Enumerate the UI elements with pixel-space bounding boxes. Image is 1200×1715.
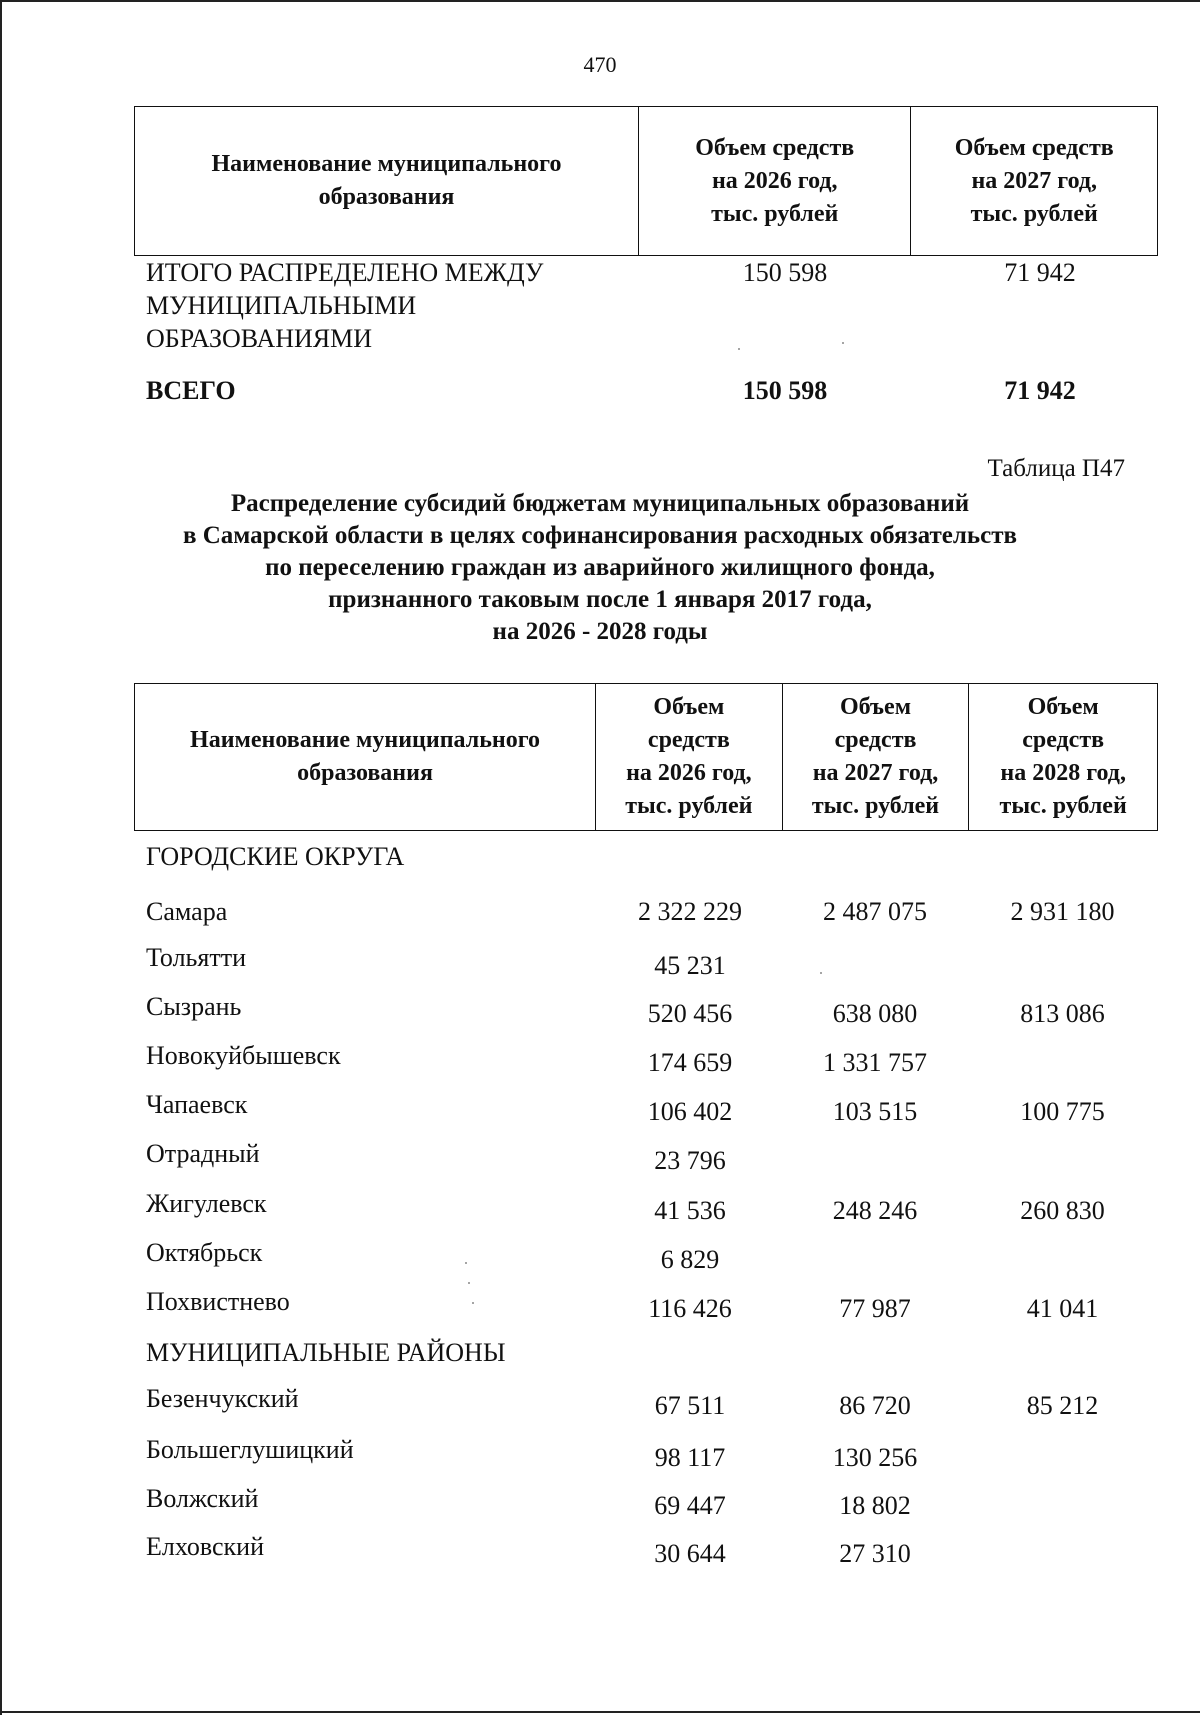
table-row-name: Октябрьск <box>146 1238 263 1267</box>
section-label-city-districts: ГОРОДСКИЕ ОКРУГА <box>146 842 405 871</box>
table-cell-2026: 106 402 <box>647 1097 733 1126</box>
table-row-name: Похвистнево <box>146 1287 290 1316</box>
table-cell-2028: 41 041 <box>1026 1294 1099 1323</box>
table-cell-2026: 45 231 <box>654 951 726 980</box>
scan-speck <box>842 342 844 344</box>
section-label-municipal-districts: МУНИЦИПАЛЬНЫЕ РАЙОНЫ <box>146 1338 506 1367</box>
table1-row-grand-total-2026: 150 598 <box>742 376 828 405</box>
table-cell-2028: 85 212 <box>1026 1391 1099 1420</box>
table-cell-2026: 67 511 <box>654 1391 726 1420</box>
table-cell-2026: 2 322 229 <box>638 897 742 926</box>
table-cell-2026: 174 659 <box>647 1048 733 1077</box>
table-caption: Таблица П47 <box>987 455 1125 482</box>
table-row-name: Большеглушицкий <box>146 1435 354 1464</box>
table-cell-2026: 23 796 <box>654 1146 726 1175</box>
table-cell-2028: 100 775 <box>1020 1097 1105 1126</box>
table-cell-2027: 18 802 <box>839 1491 911 1520</box>
table-row-name: Сызрань <box>146 992 242 1021</box>
table-row-name: Жигулевск <box>146 1189 267 1218</box>
table1-row-total-distributed-label: ИТОГО РАСПРЕДЕЛЕНО МЕЖДУ МУНИЦИПАЛЬНЫМИ ОБРАЗОВАНИЯМИ <box>146 258 544 353</box>
table-row-name: Отрадный <box>146 1139 260 1168</box>
table-cell-2027: 77 987 <box>839 1294 911 1323</box>
table-row-name: Чапаевск <box>146 1090 248 1119</box>
table-cell-2027: 103 515 <box>832 1097 918 1126</box>
table-cell-2028: 813 086 <box>1020 999 1105 1028</box>
table1-header-2026: Объем средств на 2026 год, тыс. рублей <box>639 107 911 255</box>
scan-speck <box>738 348 740 350</box>
table-title: Распределение субсидий бюджетам муниципальных образований в Самарской области в целях софинансирования расходных обязательств по переселению граждан из аварийного жилищного фонда, признанного таковым после 1 января 2017 года, на 2026 - 2028 годы <box>183 490 1017 645</box>
table-cell-2028: 260 830 <box>1020 1196 1105 1225</box>
scan-speck <box>465 1262 467 1264</box>
table-cell-2028: 2 931 180 <box>1010 897 1115 926</box>
table1-row-grand-total-label: ВСЕГО <box>146 376 236 405</box>
table-cell-2027: 2 487 075 <box>823 897 927 926</box>
table-row-name: Новокуйбышевск <box>146 1041 341 1070</box>
scan-left-edge <box>0 0 2 1715</box>
table-cell-2027: 1 331 757 <box>823 1048 927 1077</box>
scan-bottom-edge <box>0 1711 1200 1713</box>
scan-speck <box>472 1302 474 1304</box>
table-row-name: Самара <box>146 897 228 926</box>
table1-header-2027: Объем средств на 2027 год, тыс. рублей <box>954 134 1114 227</box>
table2-header-2027: Объем средств на 2027 год, тыс. рублей <box>783 684 970 830</box>
page-number: 470 <box>583 52 617 77</box>
table-row-name: Безенчукский <box>146 1384 299 1413</box>
table1-header-name: Наименование муниципального образования <box>135 107 639 255</box>
table-cell-2026: 6 829 <box>660 1245 720 1274</box>
table-cell-2026: 116 426 <box>648 1294 732 1323</box>
table2-header-2026: Объем средств на 2026 год, тыс. рублей <box>596 684 783 830</box>
table-cell-2027: 130 256 <box>832 1443 918 1472</box>
table1-row-grand-total-2027: 71 942 <box>1004 376 1076 405</box>
table-cell-2027: 86 720 <box>839 1391 911 1420</box>
table-cell-2026: 520 456 <box>647 999 733 1028</box>
scan-top-edge <box>0 0 1200 2</box>
table-cell-2026: 98 117 <box>654 1443 726 1472</box>
scan-speck <box>820 972 822 974</box>
table-row-name: Елховский <box>146 1532 264 1561</box>
table2-header <box>134 683 1158 831</box>
table-cell-2026: 30 644 <box>654 1539 726 1568</box>
table1-header <box>134 106 1158 256</box>
scan-speck <box>468 1282 470 1284</box>
table1-row-total-distributed-2026: 150 598 <box>742 258 828 287</box>
table-cell-2027: 27 310 <box>839 1539 911 1568</box>
table-cell-2027: 248 246 <box>832 1196 918 1225</box>
table-row-name: Волжский <box>146 1484 259 1513</box>
table-cell-2027: 638 080 <box>832 999 918 1028</box>
table1-row-total-distributed-2027: 71 942 <box>1004 258 1076 287</box>
table-cell-2026: 41 536 <box>654 1196 726 1225</box>
table2-header-2028: Объем средств на 2028 год, тыс. рублей <box>999 694 1127 819</box>
table2-header-name: Наименование муниципального образования <box>135 684 596 830</box>
table-cell-2026: 69 447 <box>654 1491 726 1520</box>
table-row-name: Тольятти <box>146 943 247 972</box>
